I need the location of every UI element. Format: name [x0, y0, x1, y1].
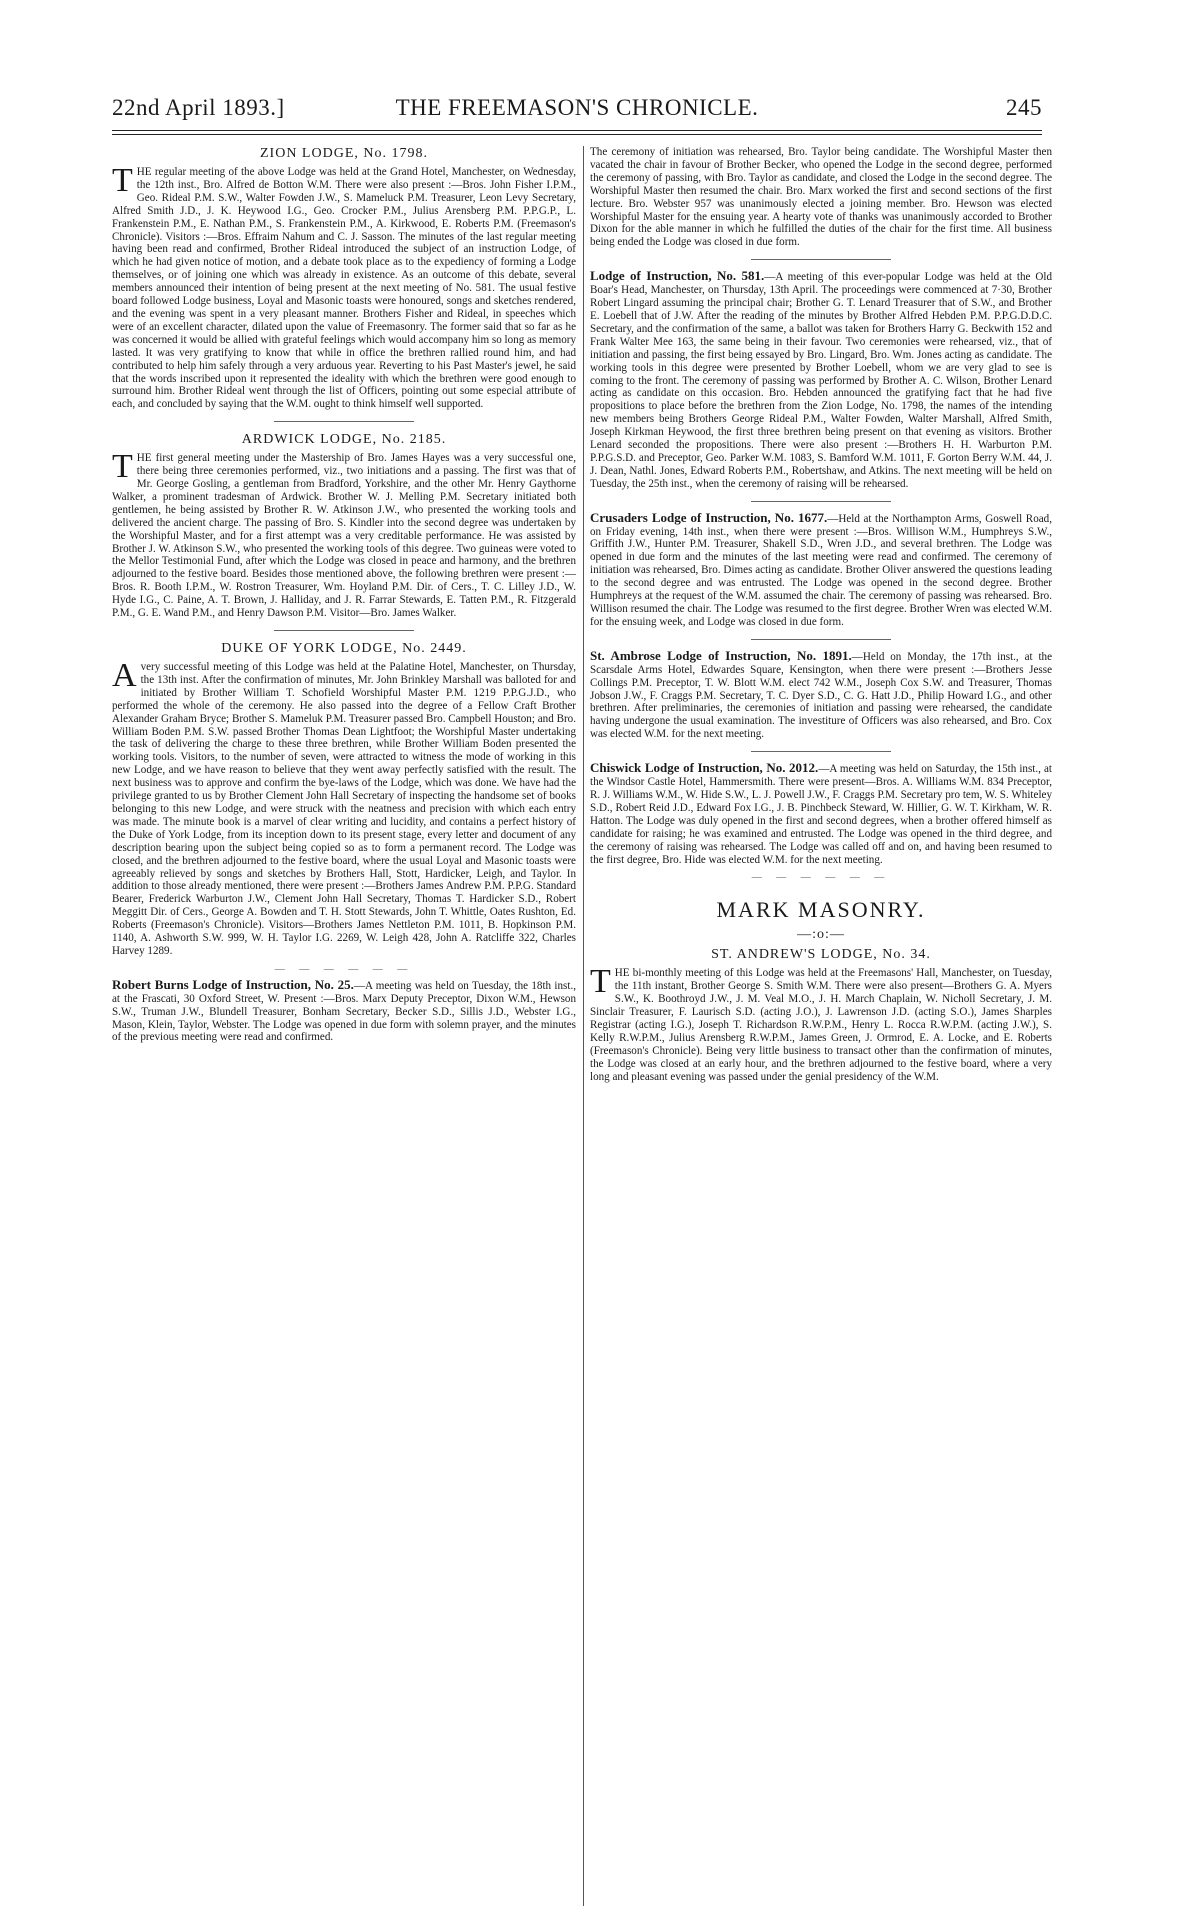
article-text: —A meeting was held on Saturday, the 15th inst., at the Windsor Castle Hotel, Hammersmith. There were present—Bros. A. Williams W.M. 834 Preceptor, R. J. Williams W.M., W. Hide S.W., L. J. Powell J.W., F. Craggs P.M. Secretary pro tem, W. S. Whiteley S.D., Robert Reid J.D., Edward Fox I.G., J. B. Pinchbeck Steward, W. Hillier, G. W. T. Kirkham, W. R. Hatton. The Lodge was duly opened in the first and second degrees, when a brother offered himself as candidate for raising; he was examined and entrusted. The Lodge was opened in the third degree, and the ceremony of raising was rehearsed. The Lodge was called off and on, and having been resumed to the first degree, Bro. Hide was elected W.M. for the next meeting.: [590, 763, 1053, 866]
article-body: [112, 976, 576, 1045]
run-in-heading: Chiswick Lodge of Instruction, No. 2012.: [590, 760, 819, 776]
page-number: 245: [1006, 95, 1042, 120]
publication-title: THE FREEMASON'S CHRONICLE.: [395, 95, 759, 120]
article-body: [590, 963, 1052, 1083]
article-duke-of-york-lodge: [112, 641, 576, 958]
article-text: —A meeting of this ever-popular Lodge was held at the Old Boar's Head, Manchester, on Thursday, 13th April. The proceedings were commenced at 7·30, Brother Robert Lingard assuming the principal chair; Brother G. T. Lenard Treasurer that of S.W., and Brother E. Loebell that of J.W. After the reading of the minutes by Brother Alfred Hebden P.M. P.P.G.D.D.C. Secretary, and the confirmation of the same, a ballot was taken for Brothers Harry G. Beckwith 152 and Frank Walter Mee 163, the same being in their favour. Two ceremonies were rehearsed, viz., that of initiation and passing, the first being essayed by Bro. Lingard, Bro. Wm. Jones acting as candidate. The working tools in this degree were presented by Brother Loebell, whom we are very glad to see is coming to the front. The ceremony of passing was performed by Brother A. C. Wilson, Brother Lenard acting as candidate on this occasion. Bro. Hebden announced the gratifying fact that he had five propositions to place before the brethren from the Zion Lodge, No. 1798, the names of the intending new members being Brothers George Rideal P.M., Walter Fowden, Walter Marshall, Alfred Smith, Joseph Kirkman Heywood, the first three brethren being present on that evening as visitors. Brother Lenard seconded the propositions. There were also present :—Brothers H. H. Warburton P.M. P.P.G.S.D. and Preceptor, Geo. Parker W.M. 1083, S. Bamford W.M. 1011, F. Gorton Berry W.M. 44, J. J. Dean, Nathl. Jones, Edward Roberts P.M., Robertshaw, and Atkins. The next meeting will be held on Tuesday, the 25th inst., when the ceremony of raising will be rehearsed.: [590, 271, 1052, 490]
article-heading: ST. ANDREW'S LODGE, No. 34.: [711, 947, 931, 963]
section-rule: [751, 639, 891, 640]
run-in-heading: Lodge of Instruction, No. 581.: [590, 268, 765, 284]
article-text: very successful meeting of this Lodge was held at the Palatine Hotel, Manchester, on Thursday, the 13th inst. After the confirmation of minutes, Mr. John Brinkley Marshall was balloted for and initiated by Brother William T. Schofield Worshipful Master P.M. 1219 P.P.G.J.D., who performed the whole of the ceremony. He also passed into the degree of a Fellow Craft Brother Alexander Graham Bryce; Brother S. Mameluk P.M. Treasurer passed Bro. Campbell Houston; and Bro. William Boden P.M. S.W. passed Brother Thomas Dean Lightfoot; the Worshipful Master undertaking the task of delivering the charge to these three brethren, while Brother William Boden presented the working tools. Visitors, to the number of seven, were attracted to witness the mode of working in this new Lodge, and we have reason to believe that they went away perfectly satisfied with the result. The next business was to approve and confirm the bye-laws of the Lodge, which was done. We have had the privilege granted to us by Brother Clement John Hall Secretary of inspecting the handsome set of books belonging to this new Lodge, and were struck with the neatness and precision with which each entry was made. The minute book is a marvel of clear writing and lucidity, and contains a perfect history of the Duke of York Lodge, from its inception down to its present stage, every letter and document of any description bearing upon the subject being copied so as to form a permanent record. The Lodge was closed, and the brethren adjourned to the festive board, where the usual Loyal and Masonic toasts were agreeably relieved by songs and sketches by Brothers Hall, Stott, Hardicker, Leigh, and Taylor. In addition to those already mentioned, there were present :—Brothers James Andrew P.M. P.P.G. Standard Bearer, Frederick Warburton J.W., Clement John Hall Secretary, Thomas T. Hardicker S.D., Robert Meggitt Dir. of Cers., George A. Bowden and T. H. Stott Stewards, John T. Whittle, Oates Rushton, Ed. Roberts (Freemason's Chronicle). Visitors—Brothers James Nettleton P.M. 1011, B. Hopkinson P.M. 1140, A. Ashworth S.W. 999, W. H. Taylor I.G. 2269, W. Leigh 428, John A. Ratcliffe 322, Charles Harvey 1289.: [112, 661, 576, 957]
masthead-rule-bottom: [112, 134, 1042, 135]
article-st-ambrose-lodge: [590, 647, 1052, 741]
right-column: [590, 146, 1052, 1086]
article-heading: DUKE OF YORK LODGE, No. 2449.: [221, 641, 467, 656]
section-rule: [751, 259, 891, 260]
article-text: —A meeting was held on Tuesday, the 18th inst., at the Frascati, 30 Oxford Street, W. Present :—Bros. Marx Deputy Preceptor, Dixon W.M., Hewson S.W., Truman J.W., Blundell Treasurer, Bonham Secretary, Becker S.D., Sillis J.D., Webster I.G., Mason, Klein, Taylor, Webster. The Lodge was opened in due form with solemn prayer, and the minutes of the previous meeting were read and confirmed.: [112, 979, 576, 1044]
article-body: [590, 647, 1052, 741]
article-text: —Held on Monday, the 17th inst., at the Scarsdale Arms Hotel, Edwardes Square, Kensington, when there were present :—Brothers Jesse Collings P.M. Preceptor, T. W. Blott W.M. elect 742 W.M., Joseph Cox S.W. and Treasurer, Thomas Jobson J.W., F. Craggs P.M. Secretary, T. C. Dyer S.D., C. G. Hatt J.D., Philip Howard I.G., and other brethren. After preliminaries, the ceremonies of initiation and passing were rehearsed, the candidate having undergone the usual examination. The investiture of Officers was also rehearsed, and Bro. Cox was elected W.M. for the next meeting.: [590, 650, 1052, 741]
issue-date: 22nd April 1893.]: [112, 95, 285, 120]
article-crusaders-lodge: [590, 509, 1052, 629]
drop-cap: A: [112, 657, 137, 694]
drop-cap: T: [112, 448, 133, 486]
masthead-rule-top: [112, 130, 1042, 131]
section-rule: [274, 630, 414, 631]
run-in-heading: Robert Burns Lodge of Instruction, No. 25.: [112, 976, 354, 992]
article-heading: ZION LODGE, No. 1798.: [260, 146, 428, 161]
article-text: HE first general meeting under the Mastership of Bro. James Hayes was a very successful one, there being three ceremonies performed, viz., two initiations and a passing. The first was that of Mr. George Gosling, a gentleman from Bradford, Yorkshire, and the other Mr. Henry Gaythorne Walker, a prominent tradesman of Ardwick. Brother W. J. Melling P.M. Secretary initiated both gentlemen, he being assisted by Brother R. W. Atkinson J.W., who presented the working tools and delivered the ancient charge. The passing of Bro. S. Kindler into the second degree was undertaken by the Worshipful Master, and for a first attempt was a very creditable performance. He was assisted by Brother J. W. Atkinson S.W., who presented the working tools of this degree. Two guineas were voted to the Mellor Testimonial Fund, after which the Lodge was closed in peace and harmony, and the brethren adjourned to the festive board. Besides those mentioned above, the following brethren were present :—Bros. R. Booth I.P.M., W. Rostron Treasurer, Wm. Hoyland P.M. Dir. of Cers., T. C. Lilley J.D., W. Hyde I.G., C. Paine, A. T. Brown, J. Halliday, and J. R. Farrar Stewards, E. Tatten P.M., R. Fitzgerald P.M., G. E. Wand P.M., and Henry Dawson P.M. Visitor—Bro. James Walker.: [112, 452, 576, 620]
masthead: [112, 95, 1042, 135]
left-column: [112, 146, 576, 1046]
article-body: [112, 162, 576, 411]
article-body: [590, 509, 1052, 629]
article-body: [590, 270, 1052, 490]
article-zion-lodge: [112, 146, 576, 411]
article-lodge-581: [590, 270, 1052, 490]
article-body: [112, 657, 576, 958]
article-text: —Held at the Northampton Arms, Goswell Road, on Friday evening, 14th inst., when there were present :—Bros. Willison W.M., Humphreys S.W., Griffith J.W., Hunter P.M. Treasurer, Shakell S.D., Wren J.D., and several brethren. The Lodge was opened in due form and the minutes of the last meeting were read and confirmed. The ceremony of initiation was rehearsed, Bro. Dimes acting as candidate. Brother Oliver answered the questions leading to the second degree and was entrusted. The Lodge was opened in the second degree. Brother Humphreys at the request of the W.M. assumed the chair. The ceremony of passing was rehearsed. Bro. Willison resumed the chair. The Lodge was resumed to the first degree. Brother Wren was elected W.M. for the ensuing week, and Lodge was closed in due form.: [590, 512, 1052, 628]
drop-cap: T: [590, 963, 611, 1001]
article-chiswick-lodge: [590, 762, 1052, 866]
section-rule: [751, 751, 891, 752]
column-divider: [583, 146, 584, 1906]
drop-cap: T: [112, 162, 133, 199]
separator-dashes: — — — — — —: [751, 872, 891, 884]
section-rule: [751, 501, 891, 502]
section-heading: MARK MASONRY.: [716, 897, 926, 923]
run-in-heading: St. Ambrose Lodge of Instruction, No. 1891.: [590, 647, 852, 663]
article-text: HE regular meeting of the above Lodge was held at the Grand Hotel, Manchester, on Wednesday, the 12th inst., Bro. Alfred de Botton W.M. There were also present :—Bros. John Fisher I.P.M., Geo. Rideal P.M. S.W., Walter Fowden J.W., S. Mameluck P.M. Treasurer, Leon Levy Secretary, Alfred Smith J.D., J. K. Heywood I.G., Geo. Crocker P.M., Julius Arensberg P.M. P.P.G.P., L. Frankenstein P.M., E. Nathan P.M., S. Frankenstein P.M., A. Kirkwood, E. Roberts P.M. (Freemason's Chronicle). Visitors :—Bros. Effraim Nahum and C. J. Sasson. The minutes of the last regular meeting having been read and confirmed, Brother Rideal introduced the subject of an instruction Lodge, of which he had given notice of motion, and a debate took place as to the expediency of forming a Lodge themselves, or of joining one which was already in existence. As an outcome of this debate, several members announced their intention of being present at the next meeting of No. 581. The usual festive board followed Lodge business, Loyal and Masonic toasts were honoured, songs and sketches rendered, and the evening was spent in a very pleasant manner. Brothers Fisher and Rideal, in speeches which were of an excellent character, dilated upon the value of Freemasonry. The former said that so far as he was concerned it would be allied with grateful feelings which would accompany him so long as memory lasted. It was very gratifying to know that while in office the brethren rallied round him, and had contributed to help him safely through a very arduous year. Reverting to his Past Master's jewel, he said that the words inscribed upon it represented the ideality with which the brethren were good enough to surround him. Brother Rideal went through the list of Officers, pointing out some especial attribute of each, and concluded by saying that the W.M. ought to think himself well supported.: [112, 166, 576, 411]
article-heading: ARDWICK LODGE, No. 2185.: [241, 432, 447, 448]
ornament: —:o:—: [797, 927, 845, 943]
article-body: [590, 762, 1052, 866]
article-ardwick-lodge: [112, 432, 576, 620]
article-robert-burns-lodge: [112, 976, 576, 1045]
run-in-heading: Crusaders Lodge of Instruction, No. 1677.: [590, 509, 828, 525]
separator-dashes: — — — — — —: [274, 963, 414, 975]
article-text: The ceremony of initiation was rehearsed, Bro. Taylor being candidate. The Worshipful Master then vacated the chair in favour of Brother Becker, who opened the Lodge in the second degree, performed the ceremony of passing, with Bro. Taylor as candidate, and closed the Lodge in the second degree. The Worshipful Master then resumed the chair. Bro. Marx worked the first and second sections of the first lecture. Bro. Webster 957 was unanimously elected a joining member. Bro. Hewson was elected Worshipful Master for the ensuing year. A hearty vote of thanks was unanimously accorded to Brother Dixon for the able manner in which he fulfilled the duties of the chair for the first time. All business being ended the Lodge was closed in due form.: [590, 146, 1052, 249]
article-robert-burns-continued: [590, 146, 1052, 249]
article-text: HE bi-monthly meeting of this Lodge was held at the Freemasons' Hall, Manchester, on Tuesday, the 11th instant, Brother George S. Smith W.M. There were also present—Brothers G. A. Myers S.W., K. Boothroyd J.W., J. M. Veal M.O., J. H. March Chaplain, W. Nicholl Secretary, J. M. Sinclair Treasurer, F. Laurisch S.D. (acting J.O.), J. Lawrenson J.D. (acting S.O.), James Sharples Registrar (acting I.G.), Joseph T. Richardson R.W.P.M., Henry L. Rocca R.W.P.M. (acting J.W.), S. Kelly R.W.P.M., Julius Arensberg R.W.P.M., James Green, J. Ormrod, E. A. Locke, and E. Roberts (Freemason's Chronicle). Being very little business to transact other than the confirmation of minutes, the Lodge was closed at an early hour, and the brethren adjourned to the festive board, where a very long and pleasant evening was passed under the genial presidency of the W.M.: [590, 967, 1052, 1083]
article-body: [112, 448, 576, 620]
section-rule: [274, 421, 414, 422]
section-mark-masonry: [590, 897, 1052, 1083]
